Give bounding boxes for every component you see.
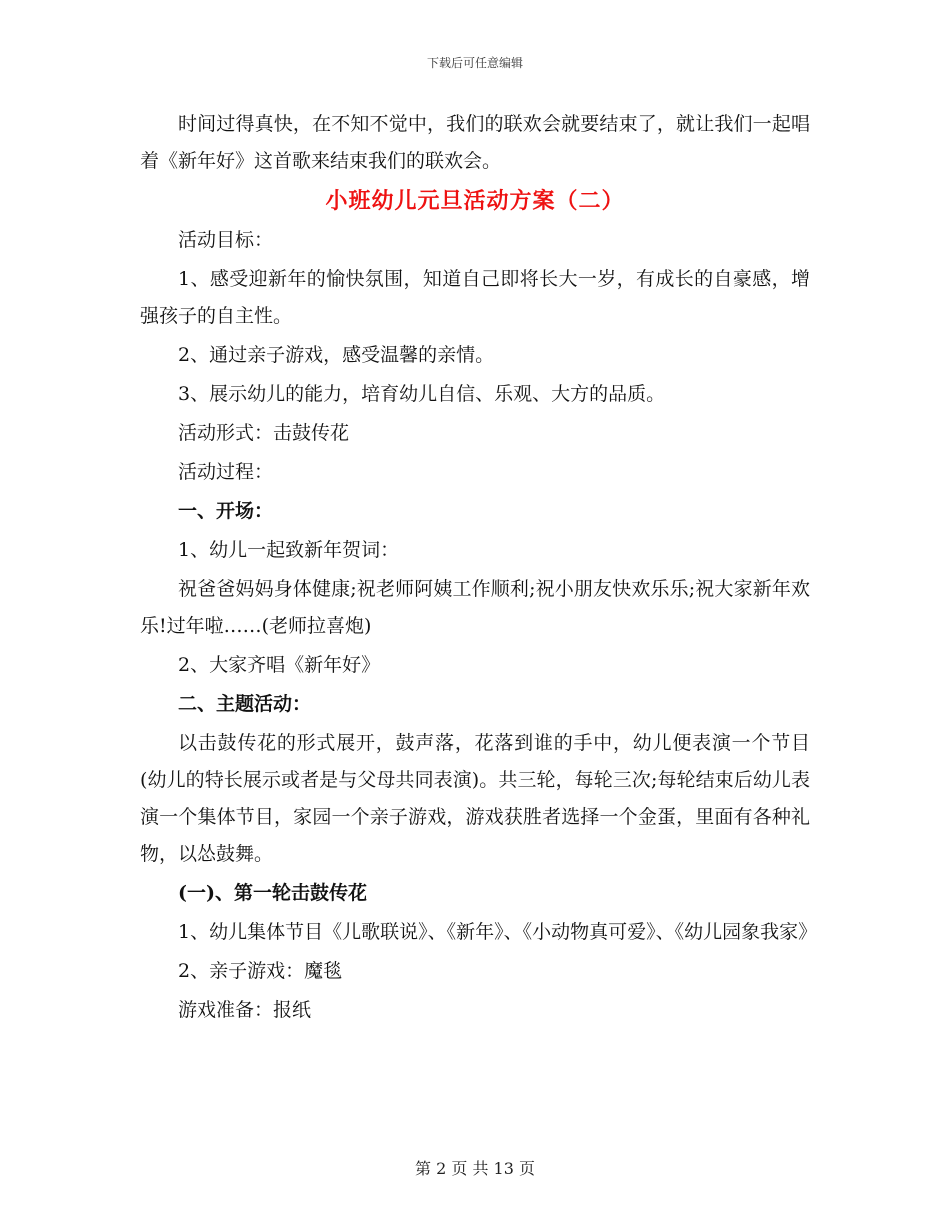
main-activity-paragraph: 以击鼓传花的形式展开，鼓声落，花落到谁的手中，幼儿便表演一个节目(幼儿的特长展示或者是与父母共同表演)。共三轮，每轮三次;每轮结束后幼儿表演一个集体节目，家园一个亲子游戏，游戏获胜者选择一个金蛋，里面有各种礼物，以怂鼓舞。: [140, 732, 810, 865]
document-title: 小班幼儿元旦活动方案（二）: [325, 188, 625, 214]
opening-greetings: 祝爸爸妈妈身体健康;祝老师阿姨工作顺利;祝小朋友快欢乐乐;祝大家新年欢乐!过年啦……(老师拉喜炮): [140, 578, 810, 637]
round-1-heading: (一)、第一轮击鼓传花: [178, 882, 367, 904]
round-1-item-2: 2、亲子游戏：魔毯: [178, 960, 343, 982]
activity-form: 活动形式：击鼓传花: [178, 422, 350, 444]
section-heading-main: 二、主题活动：: [178, 693, 312, 715]
intro-paragraph: 时间过得真快，在不知不觉中，我们的联欢会就要结束了，就让我们一起唱着《新年好》这首歌来结束我们的联欢会。: [140, 113, 810, 172]
document-body: [140, 106, 818, 1029]
section-heading-opening: 一、开场：: [178, 500, 274, 522]
round-1-item-1: 1、幼儿集体节目《儿歌联说》、《新年》、《小动物真可爱》、《幼儿园象我家》: [178, 921, 818, 943]
goal-item-2: 2、通过亲子游戏，感受温馨的亲情。: [178, 344, 495, 366]
goal-item-3: 3、展示幼儿的能力，培育幼儿自信、乐观、大方的品质。: [178, 383, 666, 405]
goal-item-1: 1、感受迎新年的愉快氛围，知道自己即将长大一岁，有成长的自豪感，增强孩子的自主性。: [140, 268, 810, 327]
page-footer: 第 2 页 共 13 页: [415, 1159, 535, 1178]
page-header: 下载后可任意编辑: [426, 56, 523, 70]
process-label: 活动过程：: [178, 461, 274, 483]
opening-item-2: 2、大家齐唱《新年好》: [178, 654, 381, 676]
goals-label: 活动目标：: [178, 229, 274, 251]
opening-item-1: 1、幼儿一起致新年贺词：: [178, 539, 400, 561]
round-1-preparation: 游戏准备：报纸: [178, 999, 312, 1021]
